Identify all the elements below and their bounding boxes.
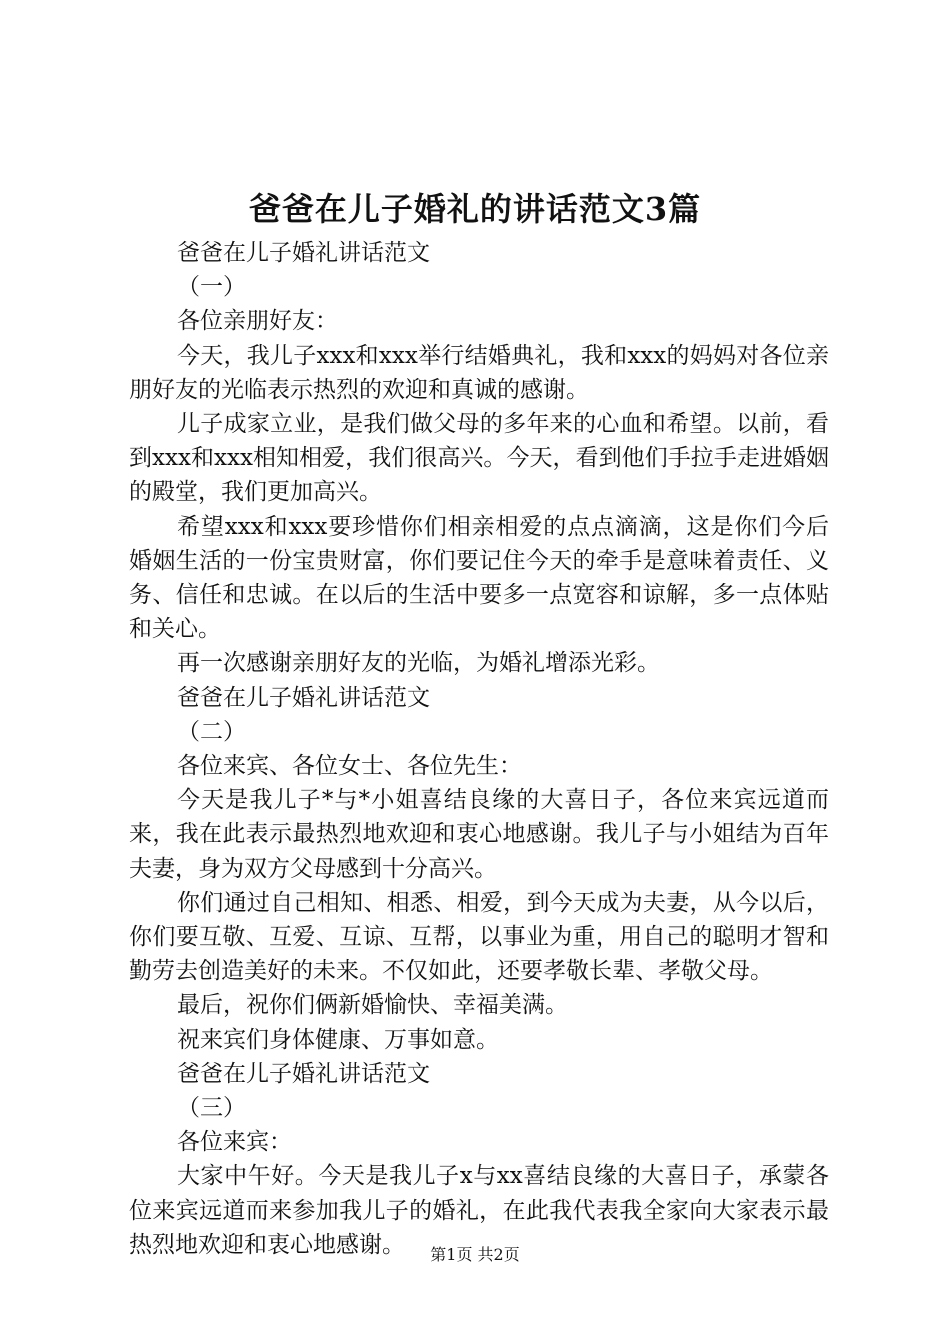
body-paragraph: 今天，我儿子xxx和xxx举行结婚典礼，我和xxx的妈妈对各位亲朋好友的光临表示热烈的欢迎和真诚的感谢。 bbox=[129, 342, 829, 403]
body-paragraph: 祝来宾们身体健康、万事如意。 bbox=[177, 1026, 499, 1053]
section-number: （三） bbox=[177, 1095, 246, 1122]
document-title: 爸爸在儿子婚礼的讲话范文3篇 bbox=[248, 190, 702, 228]
body-paragraph: 今天是我儿子*与*小姐喜结良缘的大喜日子，各位来宾远道而来，我在此表示最热烈地欢迎和衷心地感谢。我儿子与小姐结为百年夫妻，身为双方父母感到十分高兴。 bbox=[129, 787, 829, 882]
salutation: 各位亲朋好友： bbox=[177, 308, 338, 335]
section-number: （一） bbox=[177, 274, 246, 301]
body-paragraph: 最后，祝你们俩新婚愉快、幸福美满。 bbox=[177, 992, 568, 1019]
document-body bbox=[129, 236, 829, 1262]
section-heading: 爸爸在儿子婚礼讲话范文 bbox=[177, 1060, 430, 1087]
body-paragraph: 大家中午好。今天是我儿子x与xx喜结良缘的大喜日子，承蒙各位来宾远道而来参加我儿子的婚礼，在此我代表我全家向大家表示最热烈地欢迎和衷心地感谢。 bbox=[129, 1163, 829, 1258]
page-footer: 第1页 共2页 bbox=[430, 1245, 520, 1264]
body-paragraph: 你们通过自己相知、相悉、相爱，到今天成为夫妻，从今以后，你们要互敬、互爱、互谅、互帮，以事业为重，用自己的聪明才智和勤劳去创造美好的未来。不仅如此，还要孝敬长辈、孝敬父母。 bbox=[129, 889, 829, 985]
salutation: 各位来宾、各位女士、各位先生： bbox=[177, 753, 522, 780]
section-heading: 爸爸在儿子婚礼讲话范文 bbox=[177, 684, 430, 711]
body-paragraph: 儿子成家立业，是我们做父母的多年来的心血和希望。以前，看到xxx和xxx相知相爱，我们很高兴。今天，看到他们手拉手走进婚姻的殿堂，我们更加高兴。 bbox=[129, 411, 829, 506]
section-heading: 爸爸在儿子婚礼讲话范文 bbox=[177, 240, 430, 266]
salutation: 各位来宾： bbox=[177, 1129, 292, 1156]
body-paragraph: 再一次感谢亲朋好友的光临，为婚礼增添光彩。 bbox=[177, 650, 660, 677]
body-paragraph: 希望xxx和xxx要珍惜你们相亲相爱的点点滴滴，这是你们今后婚姻生活的一份宝贵财富，你们要记住今天的牵手是意味着责任、义务、信任和忠诚。在以后的生活中要多一点宽容和谅解，多一点体贴和关心。 bbox=[129, 513, 829, 643]
section-number: （二） bbox=[177, 718, 246, 745]
